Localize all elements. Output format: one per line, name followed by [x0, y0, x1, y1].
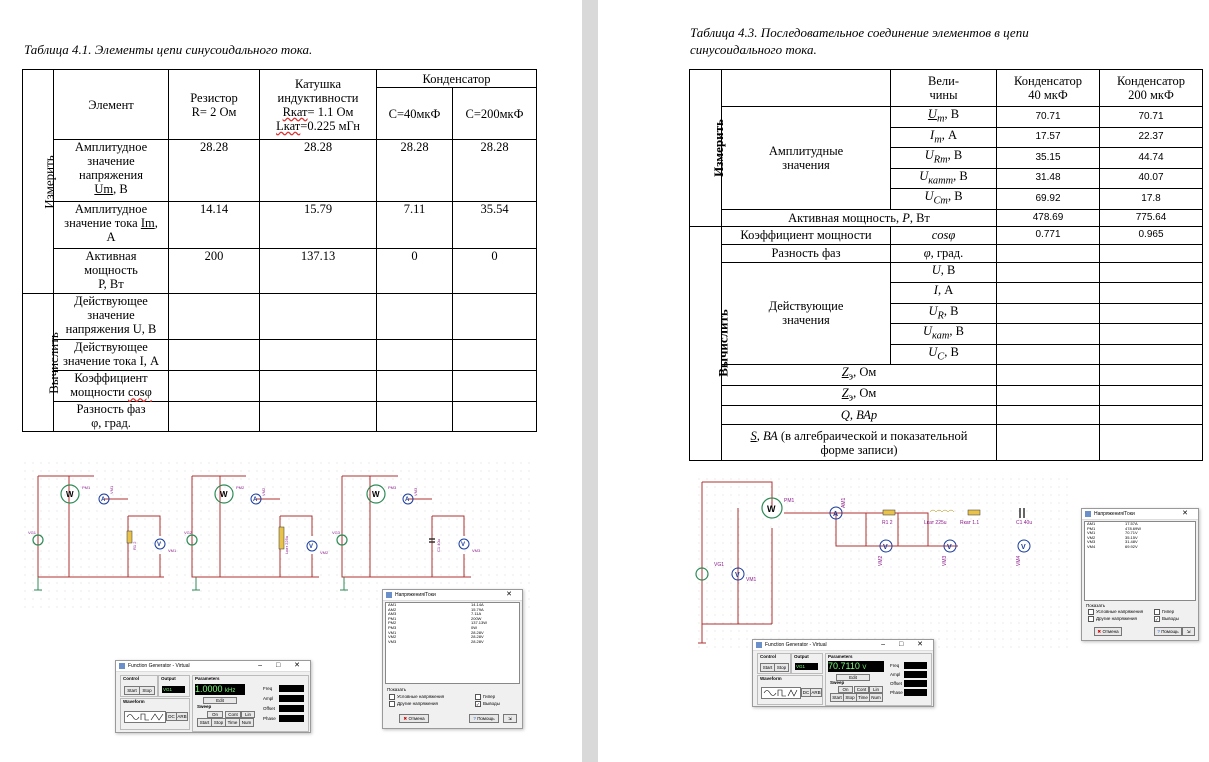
table-4-3-caption: Таблица 4.3. Последовательное соединение элементов в цепи синусоидального тока.: [690, 25, 1029, 57]
c200-cell: [453, 340, 537, 371]
offset-field[interactable]: [904, 680, 927, 687]
c200-cell: [453, 402, 537, 432]
waveform-group: Waveform DC ARB: [120, 698, 190, 730]
left-page: [0, 0, 582, 762]
window-icon: [386, 592, 392, 598]
quantity-cell: $U_{Rm}$, В: [891, 148, 997, 169]
sweep-lin-button[interactable]: Lin: [869, 686, 883, 693]
c40-cell: 478.69: [997, 209, 1100, 226]
measure-label: Измерить: [41, 154, 57, 209]
freq-field[interactable]: [279, 685, 304, 692]
dc-button[interactable]: DC: [166, 712, 177, 721]
function-generator-window: [752, 639, 934, 707]
arb-button[interactable]: ARB: [811, 690, 821, 695]
c200-cell: 44.74: [1100, 148, 1203, 169]
c200-cell: 28.28: [453, 140, 537, 202]
svg-text:A: A: [405, 497, 410, 503]
row-label: Действующее значение напряжения U, В: [54, 294, 169, 340]
c40-cell: [377, 402, 453, 432]
list-item[interactable]: AM1 17.57A: [1087, 521, 1138, 526]
resistor-cell: 14.14: [169, 202, 260, 249]
c40-cell: [997, 262, 1100, 283]
control-group: Control Start Stop: [120, 675, 158, 697]
checkbox[interactable]: [1088, 609, 1094, 615]
sweep-stop-button[interactable]: Stop: [211, 718, 226, 727]
sweep-start-button[interactable]: Start: [830, 693, 844, 702]
c40-cell: 70.71: [997, 107, 1100, 128]
values-header: Вели- чины: [891, 70, 997, 107]
quantity-cell: cosφ: [891, 226, 997, 244]
svg-text:VM2: VM2: [320, 550, 329, 555]
show-label: Показать: [1086, 603, 1106, 608]
window-icon: [1085, 511, 1091, 517]
c200-cell: 35.54: [453, 202, 537, 249]
c200-cell: 22.37: [1100, 127, 1203, 148]
c200-cell: [1100, 303, 1203, 324]
coil-cell: 15.79: [260, 202, 377, 249]
table-row: [690, 244, 1203, 262]
c40-cell: [997, 283, 1100, 304]
fg-titlebar: Function Generator - Virtual – □ ✕: [753, 640, 933, 651]
c40-cell: [997, 244, 1100, 262]
c40-cell: [997, 303, 1100, 324]
output-group: Output VG1: [791, 653, 823, 674]
c200-header: С=200мкФ: [453, 88, 537, 140]
cancel-button[interactable]: ✖ Отмена: [399, 714, 429, 723]
list-item[interactable]: VM4 69.92V: [1087, 543, 1138, 549]
opt-conditional-voltages[interactable]: Условные напряжения: [389, 694, 444, 700]
checkbox[interactable]: [389, 694, 395, 700]
help-icon: ?: [1157, 629, 1160, 634]
coil-cell: 137.13: [260, 249, 377, 294]
edit-button[interactable]: Edit: [203, 697, 237, 704]
table-row: [690, 262, 1203, 283]
blank-header: [722, 70, 891, 107]
c200-cell: [1100, 244, 1203, 262]
start-button[interactable]: Start: [760, 663, 775, 672]
svg-text:V: V: [883, 544, 888, 551]
apparent-power-label: S, ВА (в алгебраической и показательной форме записи): [722, 425, 997, 461]
c200-cell: 0.965: [1100, 226, 1203, 244]
waveform-sine-square-triangle-icon[interactable]: [124, 711, 166, 723]
sweep-cont-button[interactable]: Cont: [225, 711, 241, 718]
dialog-titlebar: Напряжения/Токи ✕: [1082, 509, 1198, 520]
c200-cell: [1100, 425, 1203, 461]
coil-cell: [260, 371, 377, 402]
checkbox[interactable]: [475, 694, 481, 700]
list-item[interactable]: PM3 0W: [388, 624, 477, 630]
svg-text:VM1: VM1: [746, 577, 757, 583]
sweep-lin-button[interactable]: Lin: [241, 711, 255, 718]
svg-text:A: A: [833, 511, 839, 518]
amplitude-label: Амплитудные значения: [722, 107, 891, 210]
c200-cell: [453, 371, 537, 402]
svg-text:C1 40u: C1 40u: [1016, 520, 1033, 526]
table-4-3: [689, 69, 1203, 461]
c40-header: С=40мкФ: [377, 88, 453, 140]
start-button[interactable]: Start: [124, 686, 140, 695]
resistor-cell: 28.28: [169, 140, 260, 202]
active-power-label: Активная мощность, P, Вт: [722, 209, 997, 226]
cancel-button[interactable]: ✖ Отмена: [1094, 627, 1122, 636]
svg-text:PM1: PM1: [784, 498, 795, 504]
coil-header: Катушка индуктивности Rкат= 1.1 Ом Lкат=0.225 мГн: [260, 70, 377, 140]
svg-text:Lкат 225u: Lкат 225u: [924, 520, 947, 526]
readings-list[interactable]: [385, 602, 520, 684]
svg-text:R1 2: R1 2: [882, 520, 893, 526]
c200-header: Конденсатор 200 мкФ: [1100, 70, 1203, 107]
row-label: Коэффициент мощности cosφ: [54, 371, 169, 402]
row-label: Амплитудное значение тока Im, А: [54, 202, 169, 249]
svg-text:V: V: [947, 544, 952, 551]
c200-cell: [1100, 283, 1203, 304]
circuit-label: PM1: [82, 485, 91, 490]
c40-cell: [377, 294, 453, 340]
table-row: [690, 209, 1203, 226]
svg-text:VG3: VG3: [332, 530, 341, 535]
quantity-cell: $I_m$, А: [891, 127, 997, 148]
table-row: [23, 140, 537, 202]
c40-cell: [377, 340, 453, 371]
row-label: Действующее значение тока I, А: [54, 340, 169, 371]
calc-group-cell: [690, 226, 731, 461]
list-item[interactable]: AM3 7.11A: [388, 611, 482, 617]
c40-header: Конденсатор 40 мкФ: [997, 70, 1100, 107]
calc-label: Вычислить: [45, 331, 61, 394]
calc-label: Вычислить: [715, 309, 731, 377]
list-item[interactable]: VM1 28.28V: [388, 629, 484, 635]
window-controls-icon[interactable]: – □ ✕: [258, 662, 306, 669]
control-group: Control Start Stop: [757, 653, 791, 674]
row-label: Разность фаз φ, град.: [54, 402, 169, 432]
c40-cell: [997, 365, 1100, 386]
table-row: [23, 340, 537, 371]
svg-text:VM1: VM1: [168, 548, 177, 553]
checkbox-checked[interactable]: ✓: [1155, 617, 1159, 622]
c200-cell: [1100, 262, 1203, 283]
window-icon: [119, 663, 125, 669]
resistor-cell: [169, 340, 260, 371]
table-row: [690, 226, 1203, 244]
svg-text:VG2: VG2: [184, 530, 193, 535]
table-4-1: [22, 69, 537, 432]
list-item[interactable]: PM2 137.13W: [388, 620, 488, 626]
freq-field[interactable]: [904, 662, 927, 669]
opt-other-voltages[interactable]: Другие напряжения: [389, 701, 438, 707]
sweep-num-button[interactable]: Num: [239, 718, 254, 727]
quantity-cell: $U_{Cm}$, В: [891, 189, 997, 210]
c40-cell: [997, 324, 1100, 345]
offset-field[interactable]: [279, 705, 304, 712]
arb-button[interactable]: ARB: [177, 714, 187, 719]
c40-cell: [377, 371, 453, 402]
resistor-cell: [169, 402, 260, 432]
resistor-cell: 200: [169, 249, 260, 294]
checkbox[interactable]: [1088, 616, 1094, 622]
svg-text:PM2: PM2: [236, 485, 245, 490]
table-row: [23, 402, 537, 432]
svg-text:AM1: AM1: [841, 497, 847, 508]
table-row: [23, 371, 537, 402]
svg-text:A: A: [253, 497, 258, 503]
table-row: [23, 249, 537, 294]
svg-text:Lкат 225u: Lкат 225u: [284, 535, 289, 554]
close-icon[interactable]: ✕: [1182, 510, 1194, 517]
svg-text:VG1: VG1: [28, 530, 37, 535]
svg-text:V: V: [1021, 544, 1026, 551]
opt-hyper[interactable]: Гипер: [475, 694, 495, 700]
ampl-field[interactable]: [279, 695, 304, 702]
sweep-start-button[interactable]: Start: [197, 718, 212, 727]
help-button[interactable]: ? Помощь: [1154, 627, 1182, 636]
right-circuit-schematic: [698, 478, 1074, 648]
capacitor-header: Конденсатор: [377, 70, 537, 88]
table-row: [23, 202, 537, 249]
svg-text:V: V: [461, 542, 466, 548]
resistor-header: Резистор R= 2 Ом: [169, 70, 260, 140]
svg-text:VM3: VM3: [413, 487, 418, 496]
function-generator-window: [115, 660, 311, 733]
sweep-num-button[interactable]: Num: [869, 693, 883, 702]
dc-button[interactable]: DC: [802, 690, 810, 695]
pin-button[interactable]: ⇲: [503, 714, 517, 723]
stop-button[interactable]: Stop: [774, 663, 789, 672]
window-icon: [756, 642, 762, 648]
svg-text:W: W: [372, 490, 380, 499]
reactive-power-label: Q, ВАр: [722, 406, 997, 425]
phase-field[interactable]: [904, 689, 927, 696]
c200-cell: [1100, 406, 1203, 425]
impedance-modulus-label: $Z_э$, Ом: [722, 385, 997, 406]
c40-cell: 35.15: [997, 148, 1100, 169]
c40-cell: 0.771: [997, 226, 1100, 244]
measure-group-cell: [23, 70, 57, 294]
calc-group-cell: [23, 294, 61, 432]
c200-cell: 775.64: [1100, 209, 1203, 226]
sweep-time-button[interactable]: Time: [856, 693, 870, 702]
c40-cell: [997, 385, 1100, 406]
svg-text:R1 2: R1 2: [132, 541, 137, 550]
list-item[interactable]: PM1 200W: [388, 615, 482, 621]
resistor-cell: [169, 371, 260, 402]
c200-cell: [1100, 324, 1203, 345]
ampl-field[interactable]: [904, 671, 927, 678]
freq-display[interactable]: 1.0000 kHz: [195, 684, 245, 695]
opt-conditional-voltages[interactable]: Условные напряжения: [1088, 609, 1143, 615]
svg-text:VM3: VM3: [472, 548, 481, 553]
svg-text:PM3: PM3: [388, 485, 397, 490]
table-row: [690, 107, 1203, 128]
edit-button[interactable]: Edit: [836, 674, 870, 681]
readings-list[interactable]: [1084, 521, 1196, 601]
opt-leads[interactable]: ✓ Выводы: [476, 701, 500, 707]
quantity-cell: $U_{катm}$, В: [891, 168, 997, 189]
fg-titlebar: Function Generator - Virtual – □ ✕: [116, 661, 310, 672]
cancel-x-icon: ✖: [1097, 629, 1102, 634]
resistor-cell: [169, 294, 260, 340]
c40-cell: 7.11: [377, 202, 453, 249]
c200-cell: 40.07: [1100, 168, 1203, 189]
svg-text:VG1: VG1: [714, 562, 725, 568]
list-item[interactable]: AM2 15.79A: [388, 606, 484, 612]
c40-cell: 0: [377, 249, 453, 294]
measure-label: Измерить: [710, 118, 726, 177]
c200-cell: 70.71: [1100, 107, 1203, 128]
sweep-time-button[interactable]: Time: [225, 718, 240, 727]
svg-text:Rкат 1.1: Rкат 1.1: [960, 520, 980, 526]
sweep-stop-button[interactable]: Stop: [843, 693, 857, 702]
output-select[interactable]: VG1: [795, 663, 818, 670]
coil-cell: [260, 402, 377, 432]
sweep-on-button[interactable]: On: [207, 711, 223, 718]
opt-hyper[interactable]: Гипер: [1154, 609, 1174, 615]
opt-leads[interactable]: ✓ Выводы: [1155, 616, 1179, 622]
impedance-label: $Z_э$, Ом: [722, 365, 997, 386]
ampl-display[interactable]: 70.7110 V: [828, 661, 884, 672]
list-item[interactable]: PM1 478.69W: [1087, 525, 1142, 531]
c40-cell: 31.48: [997, 168, 1100, 189]
c40-cell: 69.92: [997, 189, 1100, 210]
svg-text:VM2: VM2: [878, 555, 884, 566]
svg-text:V: V: [309, 544, 314, 550]
table-row: [690, 425, 1203, 461]
svg-text:C1 40u: C1 40u: [436, 539, 441, 552]
c200-cell: [453, 294, 537, 340]
pin-button[interactable]: ⇲: [1182, 627, 1195, 636]
checkbox-checked[interactable]: ✓: [476, 702, 480, 707]
close-icon[interactable]: ✕: [506, 591, 518, 598]
table-row: [690, 406, 1203, 425]
quantity-cell: $U_m$, В: [891, 107, 997, 128]
waveform-group: Waveform DC ARB: [757, 675, 823, 705]
svg-text:VM1: VM1: [109, 485, 114, 494]
window-controls-icon[interactable]: – □ ✕: [881, 641, 929, 648]
c40-cell: 28.28: [377, 140, 453, 202]
waveform-sine-square-triangle-icon[interactable]: [761, 687, 801, 699]
quantity-cell: $U_{кат}$, В: [891, 324, 997, 345]
svg-text:W: W: [767, 504, 776, 514]
svg-text:VM4: VM4: [1016, 555, 1022, 566]
c200-cell: 0: [453, 249, 537, 294]
coil-cell: [260, 294, 377, 340]
table-4-1-caption: Таблица 4.1. Элементы цепи синусоидального тока.: [24, 42, 313, 57]
cancel-x-icon: ✖: [403, 716, 408, 721]
quantity-cell: $U_R$, В: [891, 303, 997, 324]
coil-cell: [260, 340, 377, 371]
right-page: [598, 0, 1209, 762]
opt-other-voltages[interactable]: Другие напряжения: [1088, 616, 1137, 622]
list-item[interactable]: AM1 14.14A: [388, 602, 484, 607]
help-button[interactable]: ? Помощь: [469, 714, 499, 723]
phase-field[interactable]: [279, 715, 304, 722]
list-item[interactable]: VM3 31.48V: [1087, 539, 1138, 545]
c200-cell: [1100, 365, 1203, 386]
measure-group-cell: [690, 70, 726, 227]
list-item[interactable]: VM2 35.15V: [1087, 534, 1138, 540]
output-group: Output VG1: [158, 675, 190, 697]
table-row: [23, 294, 537, 340]
svg-text:VM2: VM2: [261, 487, 266, 496]
list-item[interactable]: VM3 28.28V: [388, 638, 484, 644]
sweep-cont-button[interactable]: Cont: [854, 686, 869, 693]
c40-cell: [997, 406, 1100, 425]
quantity-cell: U, В: [891, 262, 997, 283]
list-item[interactable]: VM2 28.28V: [388, 634, 484, 640]
c40-cell: [997, 425, 1100, 461]
table-row: [690, 385, 1203, 406]
c200-cell: [1100, 344, 1203, 365]
power-factor-label: Коэффициент мощности: [722, 226, 891, 244]
quantity-cell: I, А: [891, 283, 997, 304]
sweep-on-button[interactable]: On: [838, 686, 853, 693]
quantity-cell: $U_C$, В: [891, 344, 997, 365]
row-label: Амплитудное значение напряжения Um, В: [54, 140, 169, 202]
svg-text:A: A: [101, 497, 106, 503]
dialog-titlebar: Напряжения/Токи ✕: [383, 590, 522, 601]
svg-text:V: V: [735, 572, 740, 579]
c40-cell: 17.57: [997, 127, 1100, 148]
c40-cell: [997, 344, 1100, 365]
voltages-currents-dialog: [382, 589, 523, 729]
table-row: [690, 365, 1203, 386]
element-header: Элемент: [54, 70, 169, 140]
output-select[interactable]: VG1: [162, 686, 185, 693]
phase-diff-label: Разность фаз: [722, 244, 891, 262]
effective-label: Действующие значения: [722, 262, 891, 365]
coil-cell: 28.28: [260, 140, 377, 202]
svg-text:VM3: VM3: [942, 555, 948, 566]
stop-button[interactable]: Stop: [139, 686, 155, 695]
quantity-cell: φ, град.: [891, 244, 997, 262]
c200-cell: [1100, 385, 1203, 406]
svg-text:W: W: [66, 490, 74, 499]
parameters-group: Parameters 1.0000 kHz Edit Freq Ampl Offset Phase Sweep On Cont Lin Start Stop Time Num: [192, 675, 309, 732]
show-label: Показать: [387, 687, 407, 692]
checkbox[interactable]: [1154, 609, 1160, 615]
parameters-group: Parameters 70.7110 V Edit Freq Ampl Offset Phase Sweep On Cont Lin Start Stop Time Num: [825, 653, 932, 706]
list-item[interactable]: VM1 70.71V: [1087, 530, 1138, 536]
checkbox[interactable]: [389, 701, 395, 707]
voltages-currents-dialog: [1081, 508, 1199, 641]
c200-cell: 17.8: [1100, 189, 1203, 210]
svg-text:W: W: [220, 490, 228, 499]
svg-text:V: V: [157, 542, 162, 548]
help-icon: ?: [473, 716, 476, 721]
row-label: Активная мощность Р, Вт: [54, 249, 169, 294]
